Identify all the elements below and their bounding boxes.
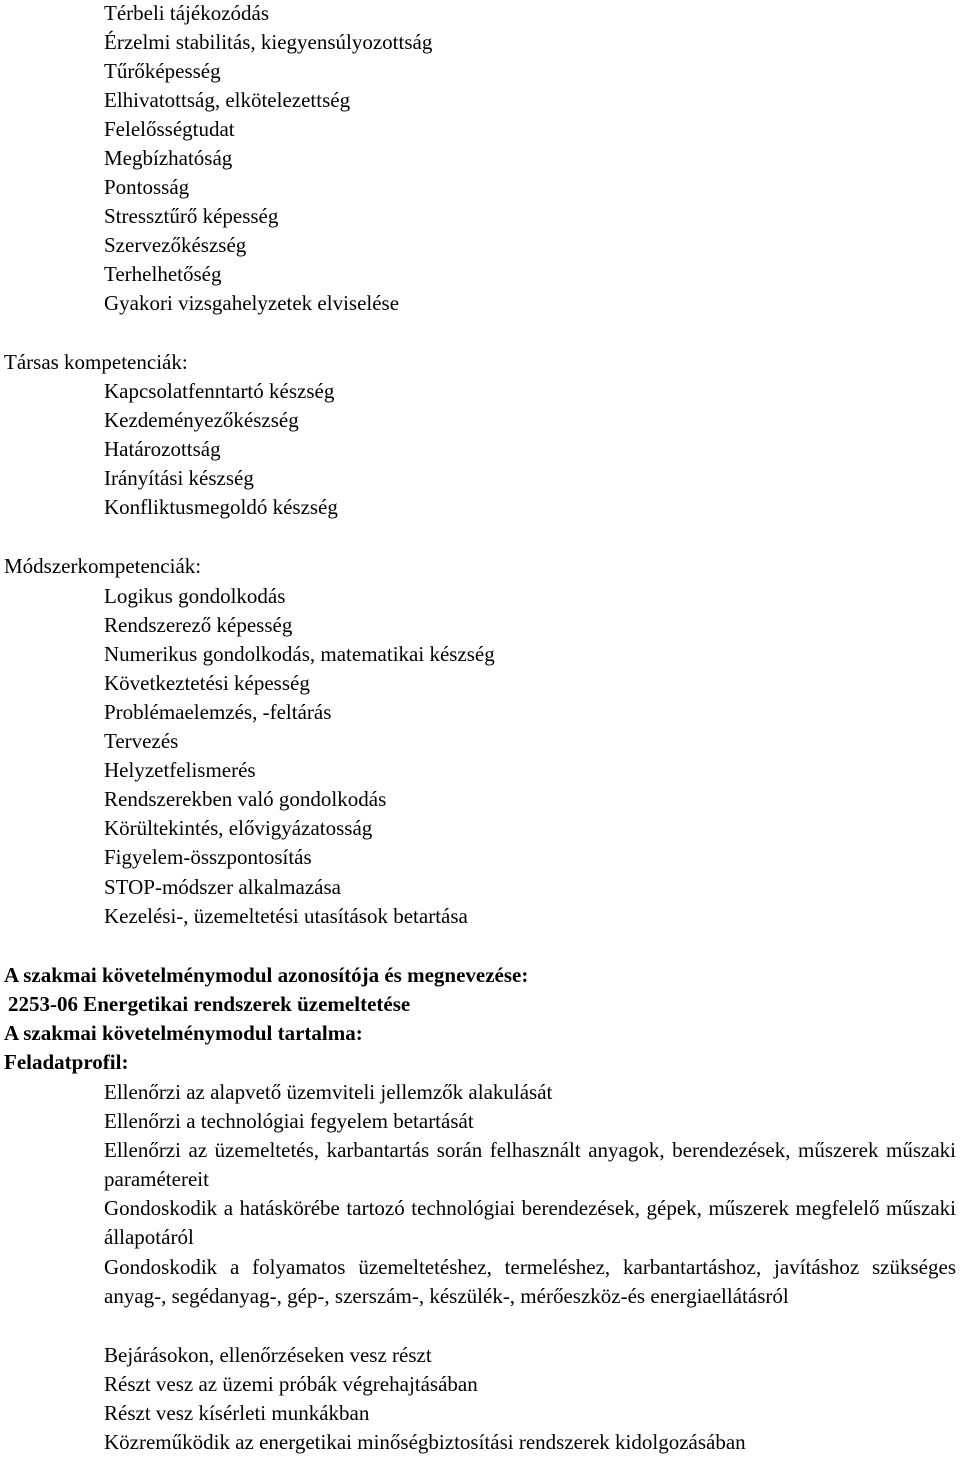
skill-item: Megbízhatóság [104, 146, 233, 170]
task-item: Ellenőrzi az üzemeltetés, karbantartás során felhasznált anyagok, berendezések, műszerek műszaki paramétereit [104, 1138, 956, 1192]
task-item: Bejárásokon, ellenőrzéseken vesz részt [104, 1343, 432, 1367]
social-competencies-heading: Társas kompetenciák: [4, 350, 188, 374]
method-skill-item: Problémaelemzés, -feltárás [104, 700, 332, 724]
skill-item: Szervezőkészség [104, 233, 247, 257]
method-skill-item: Tervezés [104, 729, 179, 753]
task-item: Gondoskodik a folyamatos üzemeltetéshez, termeléshez, karbantartáshoz, javításhoz szükséges anyag-, segédanyag-, gép-, szerszám-, készülék-, mérőeszköz-és energiaellátásról [104, 1255, 956, 1309]
social-skill-item: Irányítási készség [104, 466, 254, 490]
skill-item: Stressztűrő képesség [104, 204, 279, 228]
skill-item: Felelősségtudat [104, 117, 235, 141]
skill-item: Térbeli tájékozódás [104, 1, 270, 25]
method-skill-item: Helyzetfelismerés [104, 758, 256, 782]
method-skill-item: Kezelési-, üzemeltetési utasítások betartása [104, 904, 468, 928]
task-item: Közreműködik az energetikai minőségbiztosítási rendszerek kidolgozásában [104, 1430, 746, 1454]
task-item: Ellenőrzi a technológiai fegyelem betartását [104, 1109, 474, 1133]
skill-item: Tűrőképesség [104, 59, 221, 83]
task-item: Részt vesz kísérleti munkákban [104, 1401, 370, 1425]
skill-item: Pontosság [104, 175, 190, 199]
method-skill-item: Rendszerező képesség [104, 613, 293, 637]
module-id-heading: A szakmai követelménymodul azonosítója és megnevezése: [4, 963, 529, 987]
method-skill-item: Körültekintés, elővigyázatosság [104, 816, 373, 840]
method-skill-item: Numerikus gondolkodás, matematikai készség [104, 642, 495, 666]
method-skill-item: Logikus gondolkodás [104, 584, 286, 608]
skill-item: Terhelhetőség [104, 262, 222, 286]
skill-item: Gyakori vizsgahelyzetek elviselése [104, 291, 400, 315]
method-skill-item: Rendszerekben való gondolkodás [104, 787, 387, 811]
task-item: Ellenőrzi az alapvető üzemviteli jellemzők alakulását [104, 1080, 553, 1104]
task-profile-heading: Feladatprofil: [4, 1050, 129, 1074]
task-item: Gondoskodik a hatáskörébe tartozó technológiai berendezések, gépek, műszerek megfelelő műszaki állapotáról [104, 1196, 956, 1250]
social-skill-item: Határozottság [104, 437, 221, 461]
module-id-value: 2253-06 Energetikai rendszerek üzemeltetése [8, 992, 411, 1016]
skill-item: Érzelmi stabilitás, kiegyensúlyozottság [104, 30, 433, 54]
skill-item: Elhivatottság, elkötelezettség [104, 88, 351, 112]
social-skill-item: Kapcsolatfenntartó készség [104, 379, 335, 403]
method-skill-item: STOP-módszer alkalmazása [104, 875, 341, 899]
social-skill-item: Konfliktusmegoldó készség [104, 495, 338, 519]
method-skill-item: Következtetési képesség [104, 671, 310, 695]
task-item: Részt vesz az üzemi próbák végrehajtásában [104, 1372, 478, 1396]
module-content-heading: A szakmai követelménymodul tartalma: [4, 1021, 363, 1045]
method-competencies-heading: Módszerkompetenciák: [4, 554, 202, 578]
method-skill-item: Figyelem-összpontosítás [104, 845, 312, 869]
social-skill-item: Kezdeményezőkészség [104, 408, 299, 432]
